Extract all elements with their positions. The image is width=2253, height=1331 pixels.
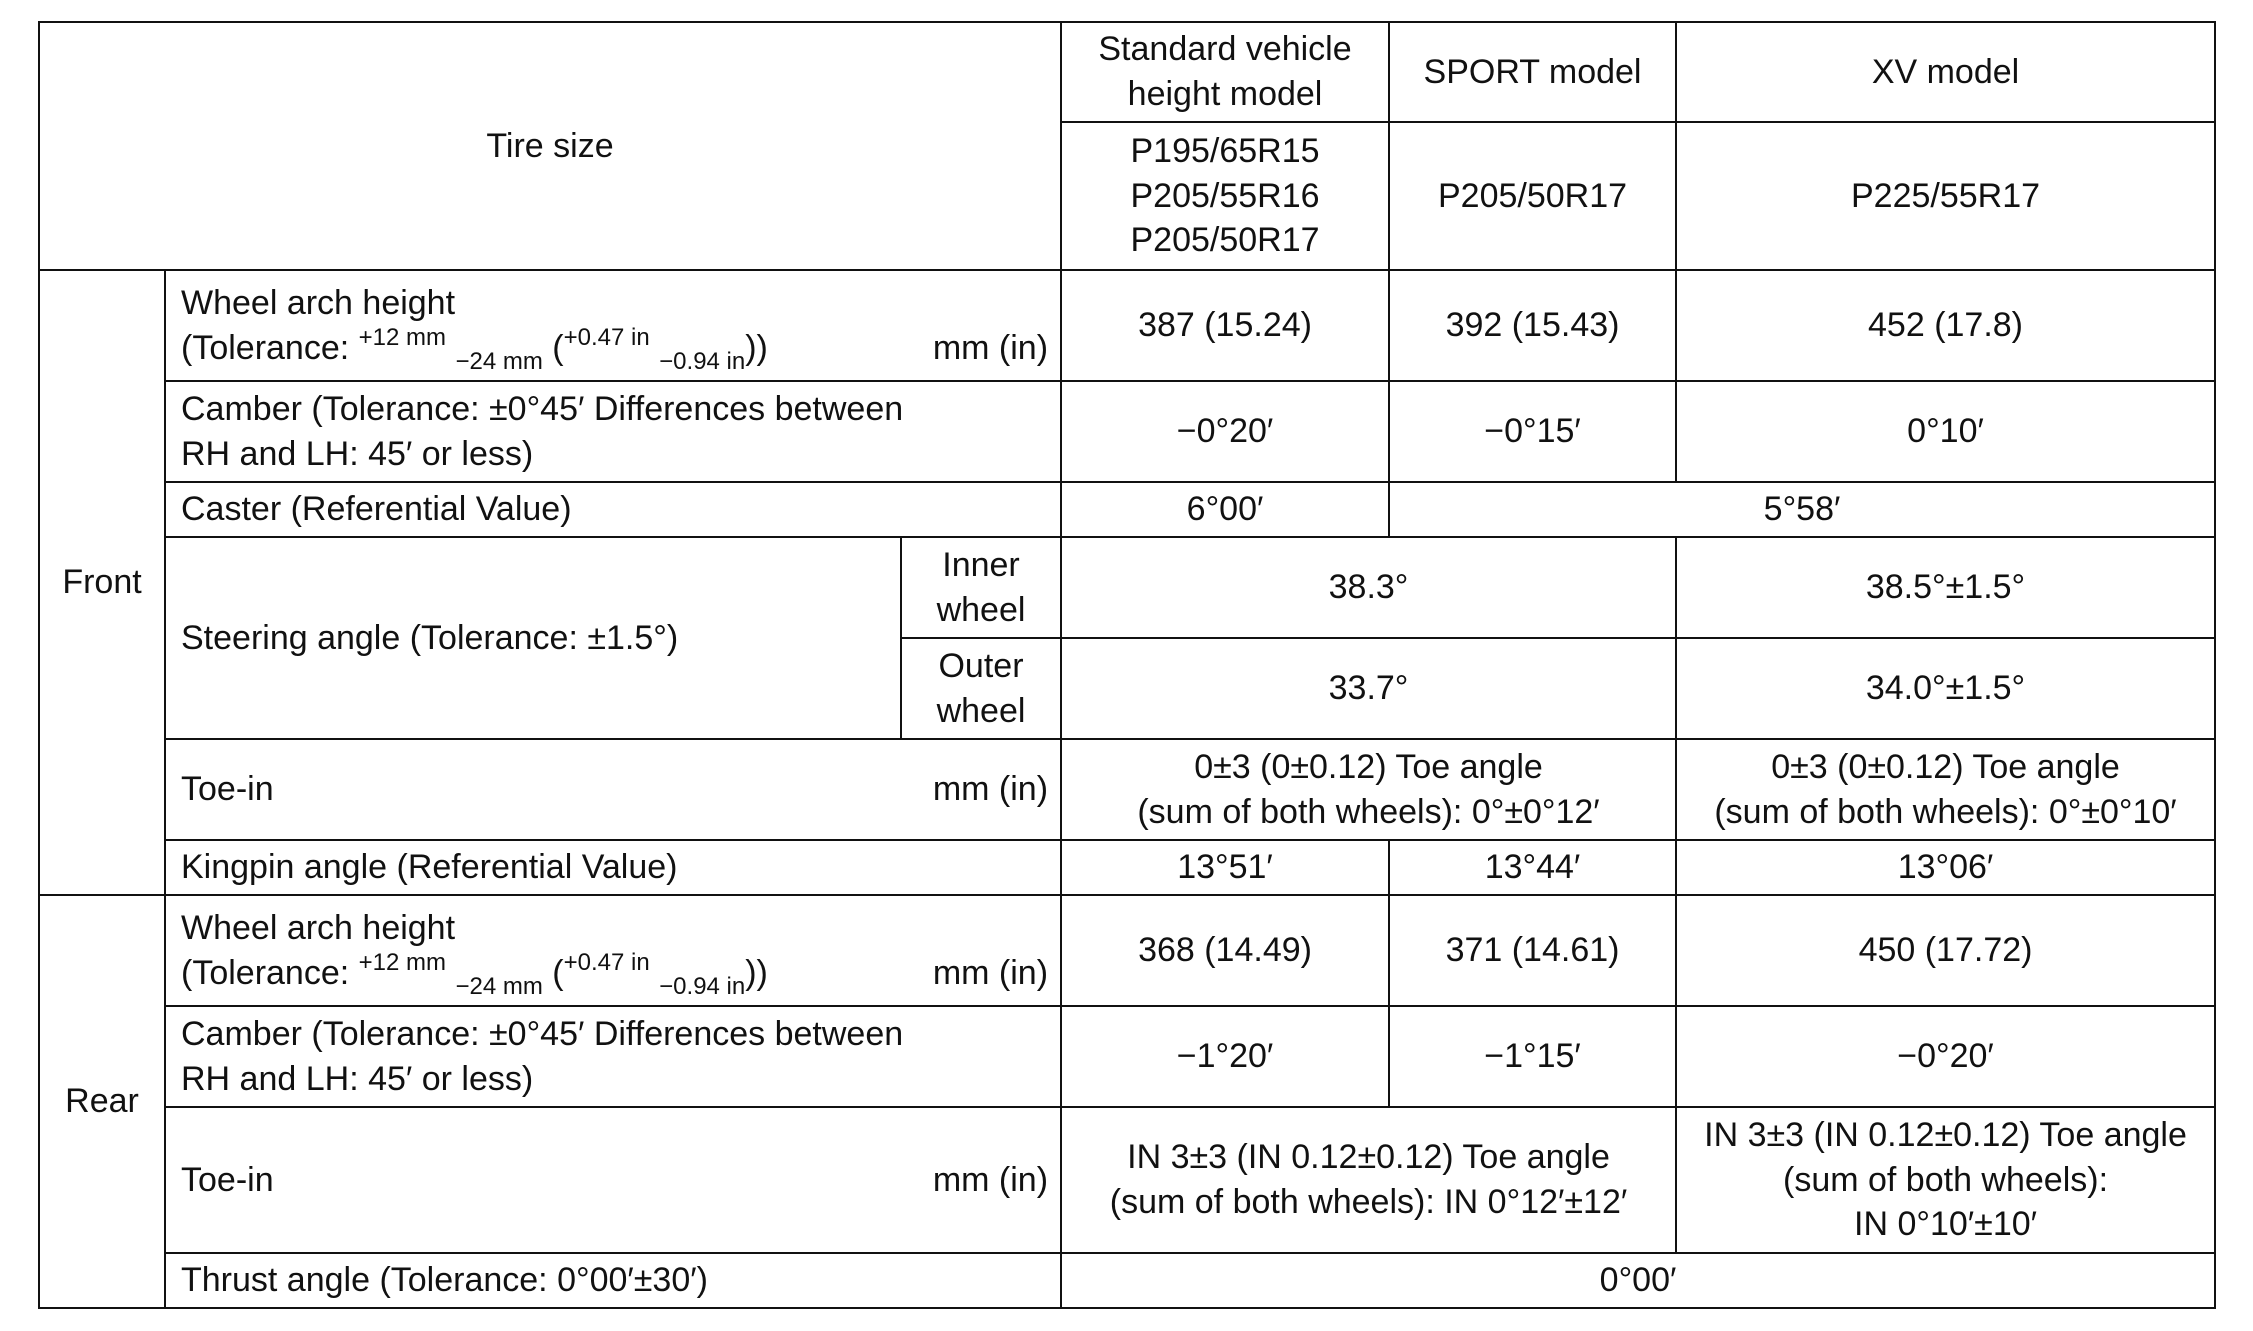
rear-group-label: Rear bbox=[39, 895, 165, 1308]
tire-size-header: Tire size bbox=[39, 22, 1061, 270]
inner-wheel-line2: wheel bbox=[936, 590, 1026, 629]
rear-thrust-label: Thrust angle (Tolerance: 0°00′±30′) bbox=[165, 1253, 1061, 1308]
front-steering-outer-label bbox=[901, 638, 1061, 739]
front-steering-inner-label bbox=[901, 537, 1061, 638]
front-steering-label: Steering angle (Tolerance: ±1.5°) bbox=[165, 537, 901, 739]
rear-wheel-arch-unit: mm (in) bbox=[932, 953, 1049, 992]
tolerance-prefix: (Tolerance: bbox=[181, 953, 359, 992]
tire-size-sport: P205/50R17 bbox=[1389, 122, 1676, 270]
front-caster-row bbox=[39, 482, 2215, 537]
rear-wheel-arch-sport: 371 (14.61) bbox=[1389, 895, 1676, 1006]
front-caster-sport-xv: 5°58′ bbox=[1389, 482, 2215, 537]
front-toe-in-label-line bbox=[181, 767, 1048, 812]
front-camber-sport: −0°15′ bbox=[1389, 381, 1676, 482]
rear-wheel-arch-title: Wheel arch height bbox=[181, 908, 456, 947]
front-kingpin-xv: 13°06′ bbox=[1676, 840, 2215, 895]
column-header-sport: SPORT model bbox=[1389, 22, 1676, 122]
tolerance-in-minus: −0.94 in bbox=[659, 347, 746, 375]
front-toe-in-standard-sport-line1: 0±3 (0±0.12) Toe angle bbox=[1194, 747, 1543, 786]
rear-toe-in-xv bbox=[1676, 1107, 2215, 1253]
rear-camber-row bbox=[39, 1006, 2215, 1107]
front-caster-label: Caster (Referential Value) bbox=[165, 482, 1061, 537]
tire-size-standard-3: P205/50R17 bbox=[1130, 221, 1320, 260]
tire-sizes-standard bbox=[1061, 122, 1389, 270]
front-wheel-arch-standard: 387 (15.24) bbox=[1061, 270, 1389, 381]
rear-toe-in-label-line bbox=[181, 1158, 1048, 1203]
front-steering-inner-standard-sport: 38.3° bbox=[1061, 537, 1676, 638]
front-steering-outer-xv: 34.0°±1.5° bbox=[1676, 638, 2215, 739]
tolerance-in-plus: +0.47 in bbox=[563, 948, 650, 976]
rear-camber-label-line2: RH and LH: 45′ or less) bbox=[181, 1059, 534, 1098]
front-camber-row bbox=[39, 381, 2215, 482]
front-kingpin-sport: 13°44′ bbox=[1389, 840, 1676, 895]
front-toe-in-title: Toe-in bbox=[181, 770, 274, 809]
rear-toe-in-standard-sport-line1: IN 3±3 (IN 0.12±0.12) Toe angle bbox=[1127, 1138, 1610, 1177]
rear-camber-sport: −1°15′ bbox=[1389, 1006, 1676, 1107]
front-wheel-arch-xv: 452 (17.8) bbox=[1676, 270, 2215, 381]
column-header-standard bbox=[1061, 22, 1389, 122]
tolerance-mm-minus: −24 mm bbox=[455, 347, 543, 375]
tire-size-xv: P225/55R17 bbox=[1676, 122, 2215, 270]
front-camber-label-line2: RH and LH: 45′ or less) bbox=[181, 434, 534, 473]
rear-wheel-arch-label bbox=[165, 895, 1061, 1006]
header-row bbox=[39, 22, 2215, 122]
rear-wheel-arch-xv: 450 (17.72) bbox=[1676, 895, 2215, 1006]
rear-wheel-arch-row bbox=[39, 895, 2215, 1006]
front-camber-label-line1: Camber (Tolerance: ±0°45′ Differences between bbox=[181, 389, 904, 428]
front-wheel-arch-label bbox=[165, 270, 1061, 381]
rear-thrust-value: 0°00′ bbox=[1061, 1253, 2215, 1308]
front-toe-in-unit: mm (in) bbox=[932, 770, 1049, 809]
rear-toe-in-title: Toe-in bbox=[181, 1160, 274, 1199]
tolerance-in-minus: −0.94 in bbox=[659, 972, 746, 1000]
tolerance-paren-close: )) bbox=[745, 328, 768, 367]
tolerance-paren-open: ( bbox=[552, 328, 564, 367]
front-wheel-arch-tolerance bbox=[181, 323, 768, 375]
inner-wheel-line1: Inner bbox=[942, 545, 1020, 584]
tolerance-paren-close: )) bbox=[745, 953, 768, 992]
tire-size-standard-2: P205/55R16 bbox=[1130, 176, 1320, 215]
tire-size-standard-1: P195/65R15 bbox=[1130, 131, 1320, 170]
rear-camber-standard: −1°20′ bbox=[1061, 1006, 1389, 1107]
tolerance-mm-minus: −24 mm bbox=[455, 972, 543, 1000]
outer-wheel-line2: wheel bbox=[936, 691, 1026, 730]
front-kingpin-standard: 13°51′ bbox=[1061, 840, 1389, 895]
front-kingpin-row bbox=[39, 840, 2215, 895]
front-kingpin-label: Kingpin angle (Referential Value) bbox=[165, 840, 1061, 895]
front-toe-in-xv-line1: 0±3 (0±0.12) Toe angle bbox=[1771, 747, 2120, 786]
front-toe-in-label bbox=[165, 739, 1061, 840]
front-steering-inner-row bbox=[39, 537, 2215, 638]
column-header-standard-line1: Standard vehicle bbox=[1098, 30, 1352, 69]
column-header-standard-line2: height model bbox=[1127, 75, 1323, 113]
rear-thrust-row bbox=[39, 1253, 2215, 1308]
tolerance-in-plus: +0.47 in bbox=[563, 323, 650, 351]
rear-toe-in-unit: mm (in) bbox=[932, 1160, 1049, 1199]
front-toe-in-standard-sport-line2: (sum of both wheels): 0°±0°12′ bbox=[1137, 792, 1600, 831]
front-group-label: Front bbox=[39, 270, 165, 895]
front-toe-in-row bbox=[39, 739, 2215, 840]
rear-toe-in-label bbox=[165, 1107, 1061, 1253]
front-wheel-arch-title: Wheel arch height bbox=[181, 283, 456, 322]
front-toe-in-xv bbox=[1676, 739, 2215, 840]
rear-wheel-arch-tolerance bbox=[181, 948, 768, 1000]
rear-camber-xv: −0°20′ bbox=[1676, 1006, 2215, 1107]
tolerance-prefix: (Tolerance: bbox=[181, 328, 359, 367]
column-header-xv: XV model bbox=[1676, 22, 2215, 122]
outer-wheel-line1: Outer bbox=[938, 646, 1024, 685]
rear-toe-in-xv-line1: IN 3±3 (IN 0.12±0.12) Toe angle bbox=[1704, 1115, 2187, 1154]
front-steering-outer-standard-sport: 33.7° bbox=[1061, 638, 1676, 739]
front-camber-xv: 0°10′ bbox=[1676, 381, 2215, 482]
front-toe-in-standard-sport bbox=[1061, 739, 1676, 840]
rear-toe-in-row bbox=[39, 1107, 2215, 1253]
rear-toe-in-xv-line3: IN 0°10′±10′ bbox=[1854, 1205, 2038, 1244]
front-wheel-arch-row bbox=[39, 270, 2215, 381]
rear-camber-label bbox=[165, 1006, 1061, 1107]
tolerance-mm-plus: +12 mm bbox=[358, 323, 447, 351]
tolerance-mm-plus: +12 mm bbox=[358, 948, 447, 976]
tolerance-paren-open: ( bbox=[552, 953, 564, 992]
alignment-spec-table bbox=[38, 21, 2216, 1309]
front-camber-standard: −0°20′ bbox=[1061, 381, 1389, 482]
front-camber-label bbox=[165, 381, 1061, 482]
front-wheel-arch-sport: 392 (15.43) bbox=[1389, 270, 1676, 381]
front-steering-inner-xv: 38.5°±1.5° bbox=[1676, 537, 2215, 638]
rear-toe-in-standard-sport bbox=[1061, 1107, 1676, 1253]
rear-toe-in-standard-sport-line2: (sum of both wheels): IN 0°12′±12′ bbox=[1109, 1183, 1628, 1221]
rear-wheel-arch-standard: 368 (14.49) bbox=[1061, 895, 1389, 1006]
rear-camber-label-line1: Camber (Tolerance: ±0°45′ Differences between bbox=[181, 1014, 904, 1053]
front-toe-in-xv-line2: (sum of both wheels): 0°±0°10′ bbox=[1714, 792, 2177, 831]
front-wheel-arch-tolerance-line bbox=[181, 323, 1049, 375]
front-caster-standard: 6°00′ bbox=[1061, 482, 1389, 537]
rear-toe-in-xv-line2: (sum of both wheels): bbox=[1783, 1160, 2109, 1199]
rear-wheel-arch-tolerance-line bbox=[181, 948, 1049, 1000]
front-wheel-arch-unit: mm (in) bbox=[932, 328, 1049, 367]
